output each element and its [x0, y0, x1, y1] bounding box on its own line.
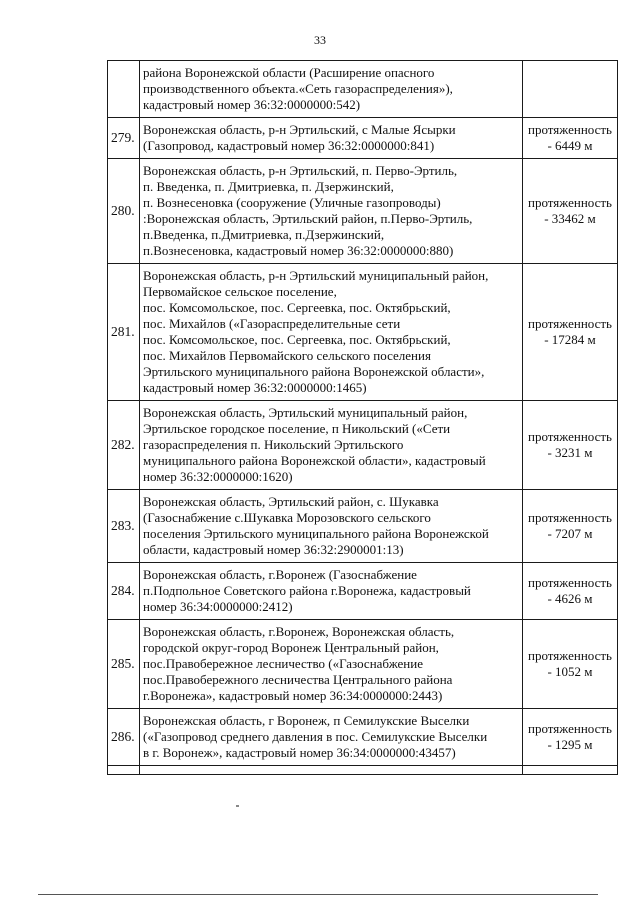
row-number: 279. [108, 118, 140, 159]
row-length: протяженность - 17284 м [523, 264, 618, 401]
table-row [108, 61, 618, 118]
row-description: Воронежская область, р-н Эртильский, с Малые Ясырки (Газопровод, кадастровый номер 36:32:0000000:841) [140, 118, 523, 159]
row-number: 281. [108, 264, 140, 401]
row-description: Воронежская область, г Воронеж, п Семилукские Выселки («Газопровод среднего давления в пос. Семилукские Выселки в г. Воронеж», кадастровый номер 36:34:0000000:43457) [140, 709, 523, 766]
row-description: района Воронежской области (Расширение опасного производственного объекта.«Сеть газораспределения»), кадастровый номер 36:32:0000000:542) [140, 61, 523, 118]
row-length: протяженность - 1052 м [523, 620, 618, 709]
table-row [108, 264, 618, 401]
row-number [108, 766, 140, 775]
table-row [108, 620, 618, 709]
row-description: Воронежская область, р-н Эртильский, п. Перво-Эртиль, п. Введенка, п. Дмитриевка, п. Дзержинский, п. Вознесеновка (сооружение (Уличные газопроводы) :Воронежская область, Эртильский район, п.Перво-Эртиль, п.Введенка, п.Дмитриевка, п.Дзержинский, п.Вознесеновка, кадастровый номер 36:32:0000000:880) [140, 159, 523, 264]
row-number [108, 61, 140, 118]
row-description: Воронежская область, Эртильский район, с. Шукавка (Газоснабжение с.Шукавка Морозовского сельского поселения Эртильского муниципального района Воронежской области, кадастровый номер 36:32:2900001:13) [140, 490, 523, 563]
table-row [108, 159, 618, 264]
table-row [108, 563, 618, 620]
row-length: протяженность - 1295 м [523, 709, 618, 766]
scan-speck [236, 805, 239, 807]
row-number: 285. [108, 620, 140, 709]
row-description: Воронежская область, г.Воронеж (Газоснабжение п.Подпольное Советского района г.Воронежа, кадастровый номер 36:34:0000000:2412) [140, 563, 523, 620]
page-number: 33 [314, 33, 326, 47]
table-row [108, 118, 618, 159]
row-number: 284. [108, 563, 140, 620]
row-length: протяженность - 3231 м [523, 401, 618, 490]
row-number: 286. [108, 709, 140, 766]
table-row [108, 766, 618, 775]
table-row [108, 490, 618, 563]
row-description [140, 766, 523, 775]
row-length: протяженность - 6449 м [523, 118, 618, 159]
row-length [523, 766, 618, 775]
row-length: протяженность - 7207 м [523, 490, 618, 563]
row-number: 280. [108, 159, 140, 264]
table-row [108, 401, 618, 490]
table-row [108, 709, 618, 766]
row-description: Воронежская область, Эртильский муниципальный район, Эртильское городское поселение, п Никольский («Сети газораспределения п. Никольский Эртильского муниципального района Воронежской области», кадастровый номер 36:32:0000000:1620) [140, 401, 523, 490]
row-number: 282. [108, 401, 140, 490]
row-description: Воронежская область, р-н Эртильский муниципальный район, Первомайское сельское поселение, пос. Комсомольское, пос. Сергеевка, пос. Октябрьский, пос. Михайлов («Газораспределительные сети пос. Комсомольское, пос. Сергеевка, пос. Октябрьский, пос. Михайлов Первомайского сельского поселения Эртильского муниципального района Воронежской области», кадастровый номер 36:32:0000000:1465) [140, 264, 523, 401]
bottom-rule [38, 894, 598, 895]
registry-table [107, 60, 618, 775]
row-number: 283. [108, 490, 140, 563]
row-description: Воронежская область, г.Воронеж, Воронежская область, городской округ-город Воронеж Центральный район, пос.Правобережное лесничество («Газоснабжение пос.Правобережного лесничества Центрального района г.Воронежа», кадастровый номер 36:34:0000000:2443) [140, 620, 523, 709]
row-length [523, 61, 618, 118]
row-length: протяженность - 4626 м [523, 563, 618, 620]
row-length: протяженность - 33462 м [523, 159, 618, 264]
